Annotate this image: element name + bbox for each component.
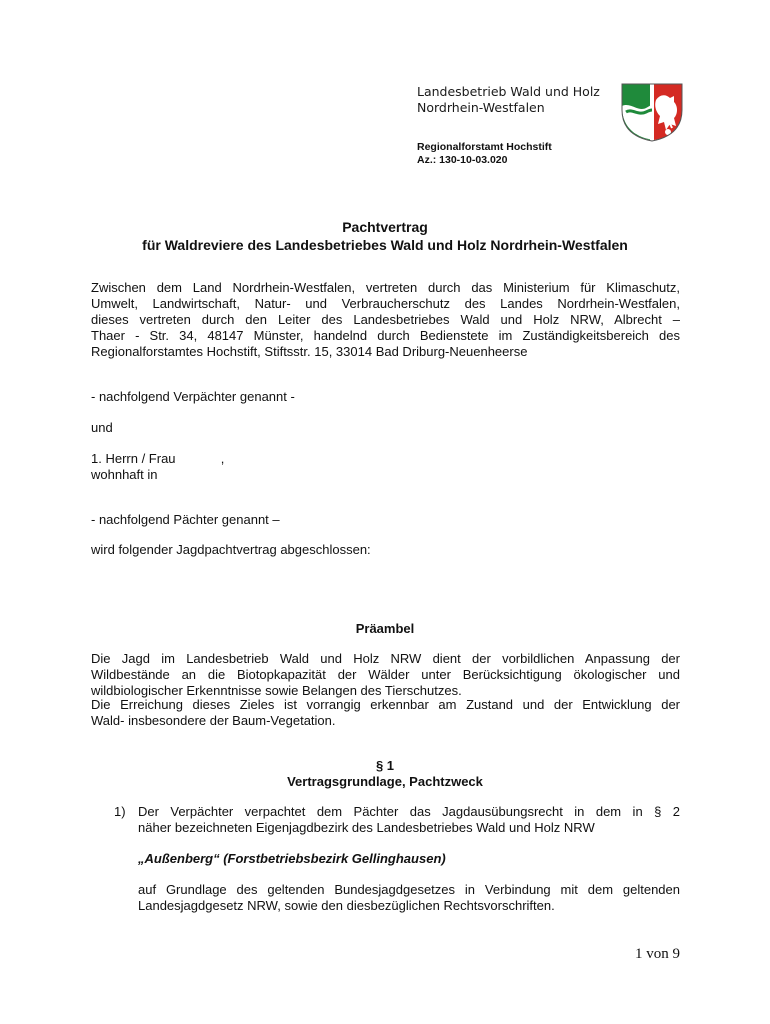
legal-basis-line: auf Grundlage des geltenden Bundesjagdgesetzes in Verbindung mit dem geltenden (138, 882, 680, 897)
list-item-line: Der Verpächter verpachtet dem Pächter das Jagdausübungsrecht in dem in § 2 (138, 804, 680, 819)
preamble-paragraph-1 (91, 651, 680, 699)
preamble-line: wildbiologischer Erkenntnisse sowie Belangen des Tierschutzes. (91, 683, 462, 698)
page-number: 1 von 9 (635, 946, 680, 962)
document-title (90, 218, 680, 254)
intro-line: Zwischen dem Land Nordrhein-Westfalen, vertreten durch das Ministerium für Klimaschutz, (91, 280, 680, 295)
legal-basis-line: Landesjagdgesetz NRW, sowie den diesbezüglichen Rechtsvorschriften. (138, 898, 555, 913)
regional-office-block (417, 141, 552, 167)
list-item-number: 1) (114, 804, 126, 819)
regional-office-name: Regionalforstamt Hochstift (417, 141, 552, 153)
intro-line: dieses vertreten durch den Leiter des Landesbetriebes Wald und Holz NRW, Albrecht – (91, 312, 680, 327)
contract-conclusion: wird folgender Jagdpachtvertrag abgeschlossen: (91, 542, 371, 557)
intro-paragraph (91, 280, 680, 360)
hunting-district-name: „Außenberg“ (Forstbetriebsbezirk Gellinghausen) (138, 851, 446, 866)
preamble-line: Die Jagd im Landesbetrieb Wald und Holz NRW dient der vorbildlichen Anpassung der (91, 651, 680, 666)
tenant-salutation: 1. Herrn / Frau (91, 451, 176, 466)
preamble-line: Wald- insbesondere der Baum-Vegetation. (91, 713, 336, 728)
tenant-note: - nachfolgend Pächter genannt – (91, 512, 280, 527)
list-item-text (138, 804, 680, 836)
preamble-line: Wildbestände an die Biotopkapazität der Wälder unter Berücksichtigung ökologischer und (91, 667, 680, 682)
organization-name (417, 84, 600, 116)
section-heading: Vertragsgrundlage, Pachtzweck (287, 774, 483, 789)
section-number: § 1 (375, 758, 395, 773)
and-text: und (91, 420, 113, 435)
intro-line: Thaer - Str. 34, 48147 Münster, handelnd durch Bedienstete im Zuständigkeitsbereich des (91, 328, 680, 343)
document-title-line1: Pachtvertrag (342, 219, 428, 235)
preamble-paragraph-2 (91, 697, 680, 729)
list-item-line: näher bezeichneten Eigenjagdbezirk des Landesbetriebes Wald und Holz NRW (138, 820, 595, 835)
intro-line: Umwelt, Landwirtschaft, Natur- und Verbraucherschutz des Landes Nordrhein-Westfalen, (91, 296, 680, 311)
preamble-line: Die Erreichung dieses Zieles ist vorrangig erkennbar am Zustand und der Entwicklung der (91, 697, 680, 712)
organization-name-line2: Nordrhein-Westfalen (417, 100, 545, 115)
nrw-coat-of-arms-icon (620, 82, 684, 142)
preamble-heading: Präambel (355, 621, 415, 636)
file-reference: Az.: 130-10-03.020 (417, 154, 508, 166)
legal-basis-paragraph (138, 882, 680, 914)
intro-line: Regionalforstamtes Hochstift, Stiftsstr. 15, 33014 Bad Driburg-Neuenheerse (91, 344, 528, 359)
document-title-line2: für Waldreviere des Landesbetriebes Wald und Holz Nordrhein-Westfalen (142, 237, 628, 253)
lessor-note: - nachfolgend Verpächter genannt - (91, 389, 295, 404)
tenant-residence: wohnhaft in (91, 467, 158, 482)
tenant-name-line (91, 451, 224, 467)
tenant-comma: , (220, 451, 225, 466)
organization-name-line1: Landesbetrieb Wald und Holz (417, 84, 600, 99)
